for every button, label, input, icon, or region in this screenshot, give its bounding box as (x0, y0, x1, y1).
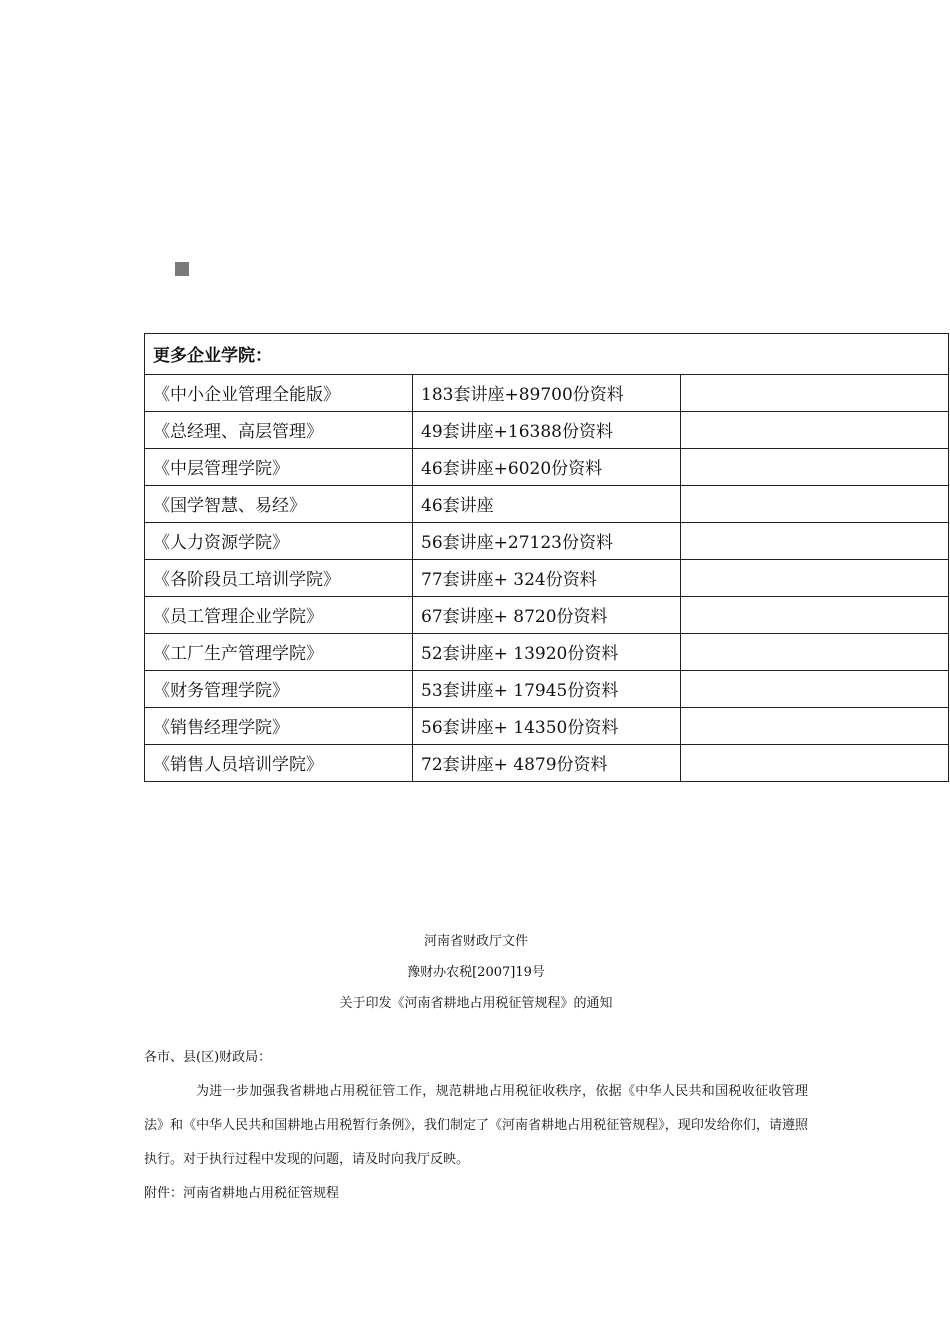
academy-content-cell: 52套讲座+ 13920份资料 (413, 634, 681, 671)
table-row (145, 560, 949, 597)
academy-name-cell: 《员工管理企业学院》 (145, 597, 413, 634)
academy-extra-cell (681, 634, 949, 671)
academy-content-cell: 46套讲座+6020份资料 (413, 449, 681, 486)
academy-content-cell: 56套讲座+27123份资料 (413, 523, 681, 560)
document-number: 豫财办农税[2007]19号 (407, 965, 545, 980)
academy-table-body (145, 334, 949, 782)
academy-extra-cell (681, 449, 949, 486)
table-row (145, 412, 949, 449)
table-row (145, 449, 949, 486)
academy-extra-cell (681, 708, 949, 745)
academy-name-cell: 《财务管理学院》 (145, 671, 413, 708)
body-paragraph: 为进一步加强我省耕地占用税征管工作，规范耕地占用税征收秩序，依据《中华人民共和国税收征收管理法》和《中华人民共和国耕地占用税暂行条例》，我们制定了《河南省耕地占用税征管规程》，现印发给你们，请遵照执行。对于执行过程中发现的问题，请及时向我厅反映。 (144, 1084, 808, 1167)
academy-content-cell: 72套讲座+ 4879份资料 (413, 745, 681, 782)
table-row (145, 671, 949, 708)
document-title: 关于印发《河南省耕地占用税征管规程》的通知 (339, 996, 613, 1011)
academy-content-cell: 56套讲座+ 14350份资料 (413, 708, 681, 745)
academy-name-cell: 《中小企业管理全能版》 (145, 375, 413, 412)
table-row (145, 597, 949, 634)
table-row (145, 708, 949, 745)
academy-name-cell: 《人力资源学院》 (145, 523, 413, 560)
academy-extra-cell (681, 375, 949, 412)
academy-extra-cell (681, 523, 949, 560)
table-row (145, 745, 949, 782)
table-row (145, 486, 949, 523)
academy-content-cell: 49套讲座+16388份资料 (413, 412, 681, 449)
table-header-row (145, 334, 949, 375)
academy-name-cell: 《工厂生产管理学院》 (145, 634, 413, 671)
table-row (145, 634, 949, 671)
academy-content-cell: 67套讲座+ 8720份资料 (413, 597, 681, 634)
academy-name-cell: 《国学智慧、易经》 (145, 486, 413, 523)
table-row (145, 375, 949, 412)
table-row (145, 523, 949, 560)
table-header: 更多企业学院： (145, 334, 949, 375)
academy-name-cell: 《销售人员培训学院》 (145, 745, 413, 782)
attachment-line: 附件：河南省耕地占用税征管规程 (144, 1186, 340, 1201)
academy-content-cell: 53套讲座+ 17945份资料 (413, 671, 681, 708)
academy-content-cell: 46套讲座 (413, 486, 681, 523)
academy-content-cell: 77套讲座+ 324份资料 (413, 560, 681, 597)
academy-content-cell: 183套讲座+89700份资料 (413, 375, 681, 412)
academy-name-cell: 《中层管理学院》 (145, 449, 413, 486)
academy-extra-cell (681, 671, 949, 708)
notice-document (144, 926, 808, 1211)
academy-extra-cell (681, 560, 949, 597)
academy-name-cell: 《各阶段员工培训学院》 (145, 560, 413, 597)
academy-extra-cell (681, 597, 949, 634)
academy-extra-cell (681, 412, 949, 449)
academy-extra-cell (681, 745, 949, 782)
square-bullet-icon (175, 262, 189, 276)
issuer-line: 河南省财政厅文件 (423, 934, 528, 949)
academy-table (144, 333, 949, 782)
academy-name-cell: 《总经理、高层管理》 (145, 412, 413, 449)
academy-name-cell: 《销售经理学院》 (145, 708, 413, 745)
academy-extra-cell (681, 486, 949, 523)
addressee: 各市、县(区)财政局： (144, 1050, 272, 1065)
